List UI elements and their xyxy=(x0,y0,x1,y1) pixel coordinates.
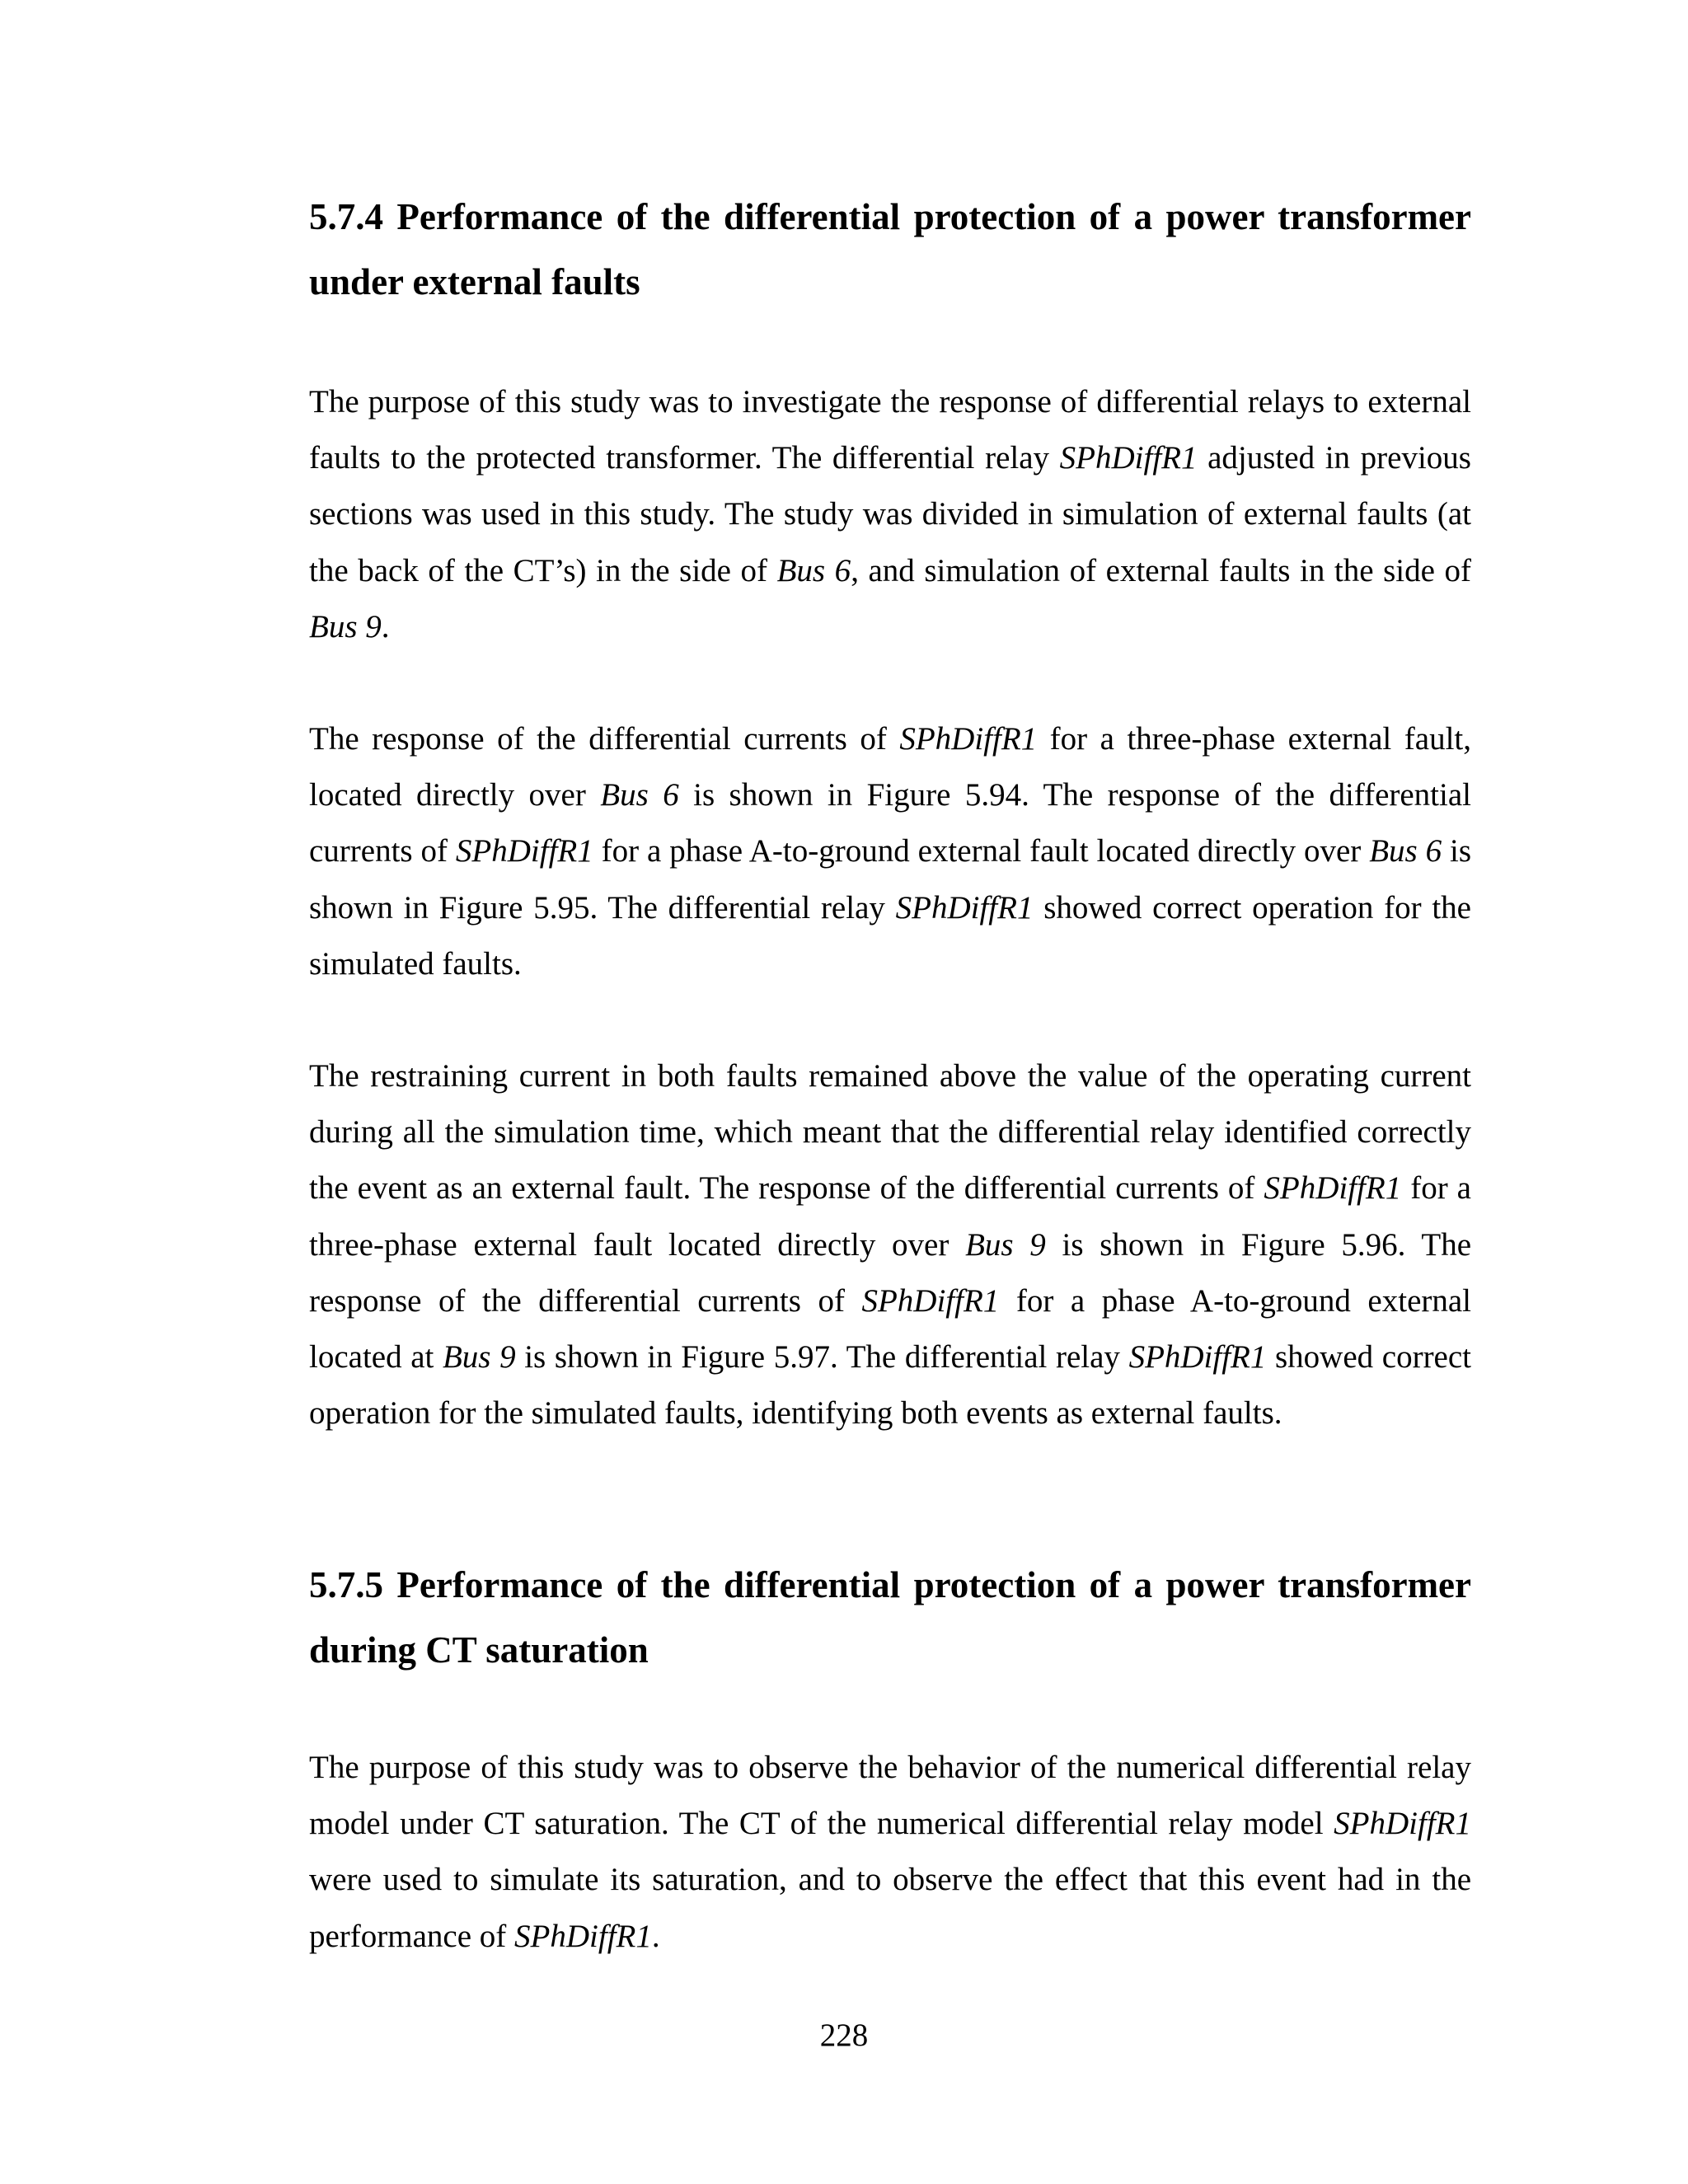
text-run: showed correct operation for the simulated faults. xyxy=(309,889,1471,982)
text-run: , and simulation of external faults in the side of xyxy=(851,552,1472,588)
text-run: for a phase A-to-ground external fault located directly over xyxy=(593,833,1370,869)
bus-name: Bus 9 xyxy=(965,1226,1046,1263)
bus-name: Bus 9 xyxy=(442,1339,516,1376)
text-run: The purpose of this study was to investigate the response of differential relays to external faults to the protected transformer. The differential relay xyxy=(309,384,1471,476)
relay-name: SPhDiffR1 xyxy=(895,889,1034,926)
text-run: . xyxy=(651,1918,660,1954)
bus-name: Bus 6 xyxy=(1369,833,1442,869)
bus-name: Bus 9 xyxy=(309,608,382,644)
relay-name: SPhDiffR1 xyxy=(1334,1806,1471,1842)
text-run: were used to simulate its saturation, and to observe the effect that this event had in the performance of xyxy=(309,1862,1471,1954)
paragraph-5-7-4-bus6-response xyxy=(309,711,1471,992)
relay-name: SPhDiffR1 xyxy=(1128,1339,1267,1376)
relay-name: SPhDiffR1 xyxy=(899,721,1038,757)
text-run: for a phase A-to-ground external located at xyxy=(309,1282,1472,1376)
text-run: is shown in Figure 5.96. The response of the differential currents of xyxy=(309,1226,1472,1319)
paragraph-5-7-4-bus9-response xyxy=(309,1048,1471,1441)
text-run: showed correct operation for the simulated faults, identifying both events as external faults. xyxy=(309,1339,1472,1432)
text-run: for a three-phase external fault located directly over xyxy=(309,1170,1471,1263)
paragraph-5-7-5-purpose xyxy=(309,1740,1471,1965)
bus-name: Bus 6 xyxy=(600,777,679,813)
text-run: is shown in Figure 5.97. The differential relay xyxy=(515,1339,1129,1376)
relay-name: SPhDiffR1 xyxy=(861,1282,1000,1319)
relay-name: SPhDiffR1 xyxy=(1264,1170,1402,1207)
paragraph-5-7-4-purpose xyxy=(309,374,1471,655)
relay-name: SPhDiffR1 xyxy=(514,1918,652,1954)
bus-name: Bus 6 xyxy=(776,552,851,588)
text-run: . xyxy=(381,608,390,644)
section-heading-5-7-4: 5.7.4 Performance of the differential protection of a power transformer under external faults xyxy=(309,196,1471,302)
text-run: The restraining current in both faults remained above the value of the operating current during all the simulation time, which meant that the differential relay identified correctly the event as an external fault. The response of the differential currents of xyxy=(309,1058,1471,1207)
page-number: 228 xyxy=(819,2018,869,2053)
relay-name: SPhDiffR1 xyxy=(455,833,593,869)
section-heading-5-7-5: 5.7.5 Performance of the differential protection of a power transformer during CT saturation xyxy=(309,1564,1471,1671)
text-run: The response of the differential currents of xyxy=(309,721,900,757)
text-run: The purpose of this study was to observe the behavior of the numerical differential relay model under CT saturation. The CT of the numerical differential relay model xyxy=(309,1750,1471,1842)
relay-name: SPhDiffR1 xyxy=(1059,440,1198,476)
text-run: is shown in Figure 5.94. The response of the differential currents of xyxy=(309,777,1471,869)
text-run: for a three-phase external fault, located directly over xyxy=(309,721,1471,813)
text-run: adjusted in previous sections was used in this study. The study was divided in simulation of external faults (at the back of the CT’s) in the side of xyxy=(309,440,1471,588)
text-run: is shown in Figure 5.95. The differential relay xyxy=(309,833,1472,926)
